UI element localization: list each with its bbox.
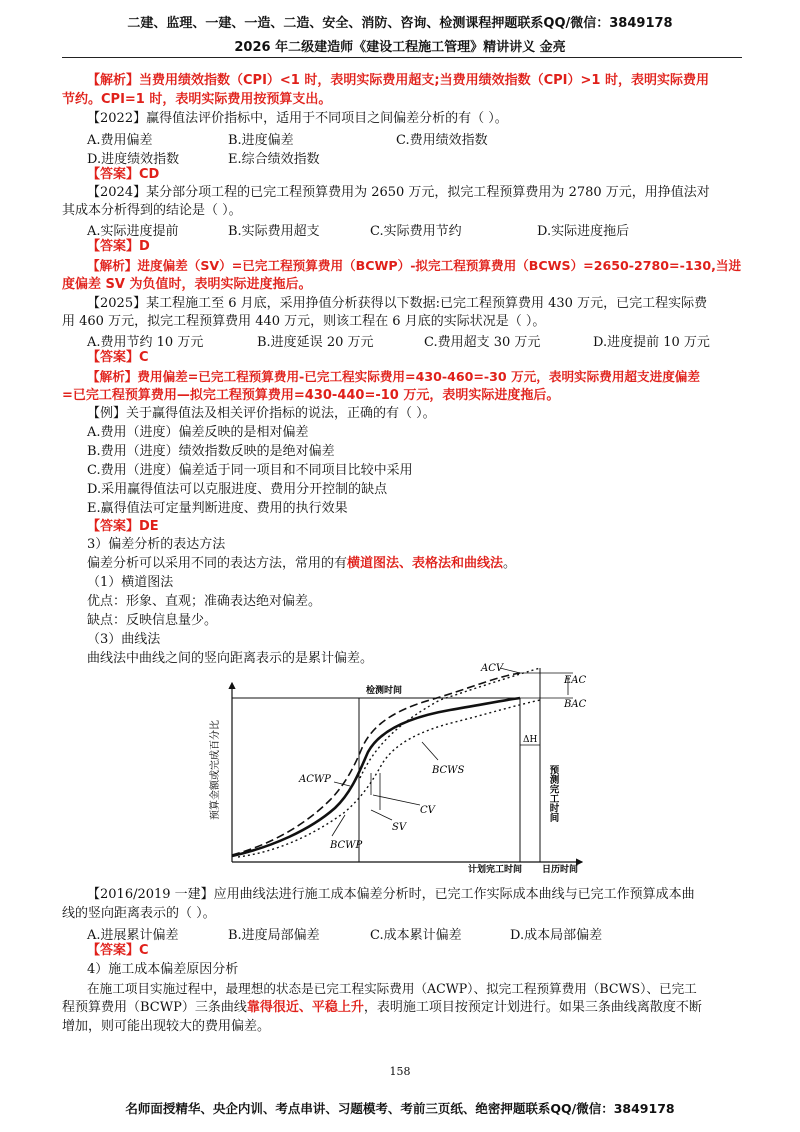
question-2024-a: 【2024】某分部分项工程的已完工程预算费用为 2650 万元，拟完工程预算费用为 2780 万元，用挣值法对 bbox=[87, 185, 710, 200]
option: A.费用节约 10 万元 bbox=[87, 335, 204, 350]
footer: 名师面授精华、央企内训、考点串讲、习题模考、考前三页纸、绝密押题联系QQ/微信：3849178 bbox=[125, 1101, 675, 1116]
curve-method-desc: 曲线法中曲线之间的竖向距离表示的是累计偏差。 bbox=[87, 651, 374, 666]
option: C.费用（进度）偏差适于同一项目和不同项目比较中采用 bbox=[87, 463, 413, 478]
question-2025-a: 【2025】某工程施工至 6 月底，采用挣值分析获得以下数据:已完工程预算费用 430 万元，已完工程实际费 bbox=[87, 296, 708, 311]
cv-label: CV bbox=[420, 805, 435, 816]
answer-3: 【答案】C bbox=[87, 350, 149, 365]
page-number: 158 bbox=[389, 1065, 411, 1078]
plan-finish-label: 计划完工时间 bbox=[468, 865, 523, 875]
curve-method: （3）曲线法 bbox=[87, 632, 161, 647]
acwp-label: ACWP bbox=[299, 774, 331, 785]
bcws-curve bbox=[232, 698, 520, 856]
acv-label: ACV bbox=[481, 663, 504, 674]
section-4-p3: 增加，则可能出现较大的费用偏差。 bbox=[62, 1019, 271, 1034]
explanation-2b: 度偏差 SV 为负值时，表明实际进度拖后。 bbox=[62, 277, 312, 292]
option: B.实际费用超支 bbox=[228, 224, 320, 239]
y-axis-label: 预算金额或完成百分比 bbox=[210, 720, 221, 820]
bcws-label: BCWS bbox=[432, 765, 465, 776]
bcwp-label: BCWP bbox=[330, 840, 363, 851]
header-rule bbox=[62, 57, 742, 58]
section-4-p2: 程预算费用（BCWP）三条曲线靠得很近、平稳上升，表明施工项目按预定计划进行。如果三条曲线离散度不断 bbox=[62, 1000, 702, 1015]
acwp-curve bbox=[232, 673, 520, 855]
explanation-1a: 【解析】当费用绩效指数（CPI）<1 时，表明实际费用超支;当费用绩效指数（CPI）>1 时，表明实际费用 bbox=[87, 73, 709, 88]
earned-value-diagram bbox=[205, 660, 595, 875]
option: A.实际进度提前 bbox=[87, 224, 179, 239]
question-2016-a: 【2016/2019 一建】应用曲线法进行施工成本偏差分析时，已完工作实际成本曲线与已完工作预算成本曲 bbox=[87, 887, 695, 902]
option: C.成本累计偏差 bbox=[370, 928, 462, 943]
option: C.费用超支 30 万元 bbox=[424, 335, 541, 350]
answer-5: 【答案】C bbox=[87, 943, 149, 958]
bac-label: BAC bbox=[564, 699, 587, 710]
section-3-heading: 3）偏差分析的表达方法 bbox=[87, 537, 226, 552]
answer-2: 【答案】D bbox=[87, 239, 150, 254]
option: A.费用偏差 bbox=[87, 133, 153, 148]
acv-upper-curve bbox=[360, 668, 540, 778]
eac-label: EAC bbox=[564, 675, 587, 686]
answer-1: 【答案】CD bbox=[87, 167, 160, 182]
option: E.综合绩效指数 bbox=[228, 152, 320, 167]
bcws-leader bbox=[422, 742, 438, 760]
answer-4: 【答案】DE bbox=[87, 519, 159, 534]
option: D.实际进度拖后 bbox=[537, 224, 630, 239]
pros: 优点：形象、直观；准确表达绝对偏差。 bbox=[87, 594, 322, 609]
option: D.进度绩效指数 bbox=[87, 152, 180, 167]
option: A.进展累计偏差 bbox=[87, 928, 179, 943]
header-line-1: 二建、监理、一建、一造、二造、安全、消防、咨询、检测课程押题联系QQ/微信：3849178 bbox=[127, 16, 673, 31]
question-2022: 【2022】赢得值法评价指标中，适用于不同项目之间偏差分析的有（ ）。 bbox=[87, 111, 508, 126]
question-example: 【例】关于赢得值法及相关评价指标的说法，正确的有（ ）。 bbox=[87, 406, 436, 421]
option: B.进度延误 20 万元 bbox=[257, 335, 374, 350]
sv-leader bbox=[371, 810, 392, 820]
explanation-2a: 【解析】进度偏差（SV）=已完工程预算费用（BCWP）-拟完工程预算费用（BCWS）=2650-2780=-130,当进 bbox=[87, 258, 742, 273]
section-3-paragraph: 偏差分析可以采用不同的表达方法，常用的有横道图法、表格法和曲线法。 bbox=[87, 556, 517, 571]
delta-h-label: ΔH bbox=[523, 735, 538, 745]
explanation-3b: =已完工程预算费用—拟完工程预算费用=430-440=-10 万元，表明实际进度拖后。 bbox=[62, 388, 560, 403]
explanation-1b: 节约。CPI=1 时，表明实际费用按预算支出。 bbox=[62, 92, 332, 107]
explanation-3a: 【解析】费用偏差=已完工程预算费用-已完工程实际费用=430-460=-30 万元，表明实际费用超支进度偏差 bbox=[87, 369, 700, 384]
forecast-label: 预测完工时间 bbox=[547, 765, 559, 822]
option: C.费用绩效指数 bbox=[396, 133, 488, 148]
option: A.费用（进度）偏差反映的是相对偏差 bbox=[87, 425, 309, 440]
option: B.进度局部偏差 bbox=[228, 928, 320, 943]
option: C.实际费用节约 bbox=[370, 224, 462, 239]
bar-chart-method: （1）横道图法 bbox=[87, 575, 174, 590]
calendar-time-label: 日历时间 bbox=[542, 865, 579, 875]
option: B.费用（进度）绩效指数反映的是绝对偏差 bbox=[87, 444, 335, 459]
option: D.进度提前 10 万元 bbox=[593, 335, 710, 350]
check-time-label: 检测时间 bbox=[366, 686, 403, 696]
option: D.成本局部偏差 bbox=[510, 928, 603, 943]
cons: 缺点：反映信息量少。 bbox=[87, 613, 218, 628]
option: B.进度偏差 bbox=[228, 133, 294, 148]
section-4-heading: 4）施工成本偏差原因分析 bbox=[87, 962, 239, 977]
bcwp-leader bbox=[332, 815, 345, 836]
section-4-p1: 在施工项目实施过程中，最理想的状态是已完工程实际费用（ACWP）、拟完工程预算费用（BCWS）、已完工 bbox=[87, 981, 697, 996]
question-2024-b: 其成本分析得到的结论是（ ）。 bbox=[62, 203, 242, 218]
question-2025-b: 用 460 万元，拟完工程预算费用 440 万元，则该工程在 6 月底的实际状况是（ ）。 bbox=[62, 314, 546, 329]
question-2016-b: 线的竖向距离表示的（ ）。 bbox=[62, 906, 216, 921]
bcwp-lower-curve bbox=[238, 700, 540, 857]
option: E.赢得值法可定量判断进度、费用的执行效果 bbox=[87, 501, 348, 516]
option: D.采用赢得值法可以克服进度、费用分开控制的缺点 bbox=[87, 482, 388, 497]
header-line-2: 2026 年二级建造师《建设工程施工管理》精讲讲义 金亮 bbox=[234, 40, 566, 55]
sv-label: SV bbox=[392, 822, 407, 833]
